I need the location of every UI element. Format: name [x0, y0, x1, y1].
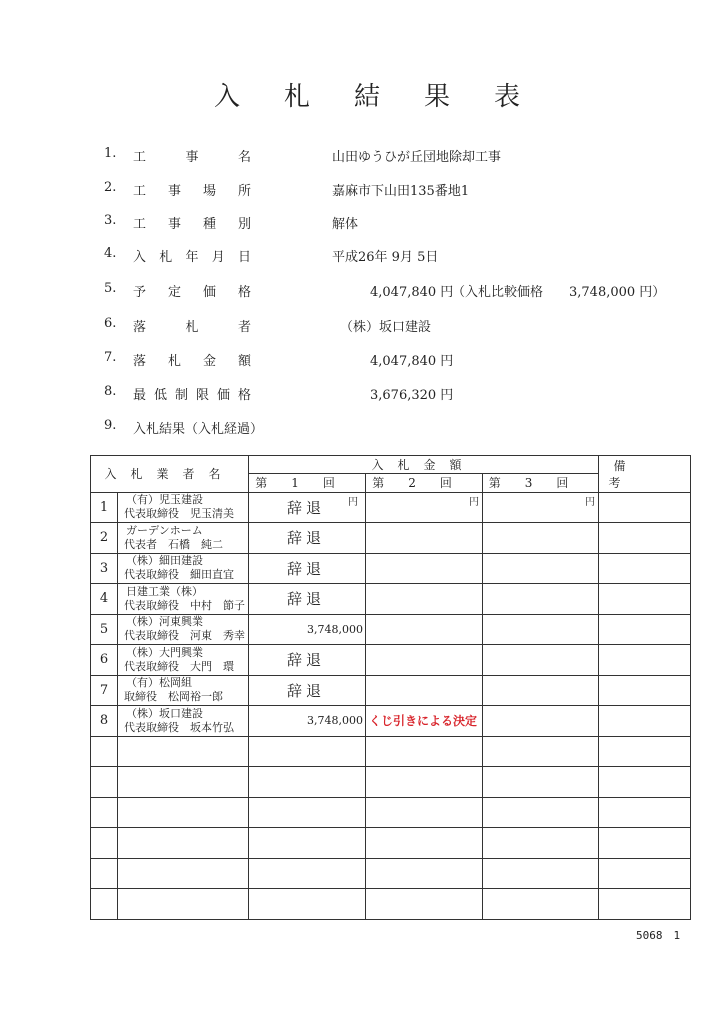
bid-round3 [483, 706, 599, 737]
info-num: 7. [104, 350, 117, 365]
company-name: （株）大門興業 [126, 645, 203, 659]
bid-round2 [366, 584, 483, 615]
table-row [91, 614, 691, 645]
info-label: 入札年月日 [133, 250, 251, 265]
representative: 代表者 石橋 純二 [124, 537, 223, 551]
info-item [0, 146, 720, 168]
row-number: 1 [91, 492, 118, 523]
bid-round3 [483, 584, 599, 615]
bid-round1 [249, 492, 366, 523]
table-row [91, 553, 691, 584]
bid-round3 [483, 645, 599, 676]
bid-value: 辞退 [287, 590, 326, 609]
remarks-cell [599, 675, 691, 706]
bid-round3 [483, 523, 599, 554]
info-num: 9. [104, 418, 117, 433]
info-item [0, 180, 720, 202]
yen-unit: 円 [348, 496, 363, 508]
company-name: 日建工業（株） [126, 584, 203, 598]
bid-value: 辞退 [287, 651, 326, 670]
bidder-name [118, 645, 249, 676]
info-num: 3. [104, 213, 117, 228]
info-num: 1. [104, 146, 117, 161]
representative: 代表取締役 大門 環 [124, 659, 234, 673]
info-item [0, 281, 720, 303]
company-name: ガーデンホーム [126, 523, 203, 537]
company-name: （株）細田建設 [126, 554, 203, 568]
bid-round2 [366, 675, 483, 706]
bidder-name [118, 584, 249, 615]
yen-unit: 円 [469, 496, 480, 508]
header-round2: 第2回 [366, 474, 483, 492]
page-footer: 5068 1 [636, 929, 681, 942]
remarks-cell [599, 645, 691, 676]
table-row-empty [91, 889, 691, 920]
info-value: 解体 [332, 217, 359, 232]
info-label: 工事種別 [133, 217, 251, 232]
info-label: 工事場所 [133, 184, 251, 199]
info-label: 落札金額 [133, 354, 251, 369]
bid-round3 [483, 675, 599, 706]
table-row-empty [91, 828, 691, 859]
bid-value: 辞退 [287, 529, 326, 548]
info-item [0, 246, 720, 268]
remarks-cell [599, 706, 691, 737]
info-num: 4. [104, 246, 117, 261]
info-item [0, 316, 720, 338]
remarks-cell [599, 614, 691, 645]
info-value: 3,676,320 円 [370, 388, 454, 403]
company-name: （株）河東興業 [126, 615, 203, 629]
bid-results-table [90, 455, 691, 920]
info-value: 平成26年 9月 5日 [332, 250, 439, 265]
row-number: 8 [91, 706, 118, 737]
representative: 代表取締役 坂本竹弘 [124, 720, 234, 734]
row-number: 6 [91, 645, 118, 676]
lottery-note: くじ引きによる決定 [369, 714, 478, 729]
header-amount: 入札金額 [249, 456, 599, 474]
bid-round1 [249, 523, 366, 554]
row-number: 7 [91, 675, 118, 706]
representative: 代表取締役 中村 節子 [124, 598, 245, 612]
bid-round2 [366, 523, 483, 554]
info-label: 落札者 [133, 320, 251, 335]
page-title: 入札結果表 [213, 82, 564, 112]
table-row-empty [91, 858, 691, 889]
info-num: 2. [104, 180, 117, 195]
info-item [0, 350, 720, 372]
bid-round1 [249, 706, 366, 737]
remarks-cell [599, 492, 691, 523]
bid-round3 [483, 614, 599, 645]
representative: 代表取締役 細田直宜 [124, 568, 234, 582]
representative: 代表取締役 児玉清美 [124, 507, 234, 521]
yen-unit: 円 [585, 496, 596, 508]
company-name: （株）坂口建設 [126, 706, 203, 720]
info-extra: （入札比較価格 3,748,000 円） [452, 285, 666, 300]
bidder-name [118, 553, 249, 584]
info-value: 4,047,840 円 [370, 285, 454, 300]
info-num: 8. [104, 384, 117, 399]
bid-round2 [366, 492, 483, 523]
row-number: 5 [91, 614, 118, 645]
table-row [91, 645, 691, 676]
info-label: 予定価格 [133, 285, 251, 300]
row-number: 2 [91, 523, 118, 554]
header-remarks: 備考 [599, 456, 691, 493]
bidder-name [118, 675, 249, 706]
info-label: 最低制限価格 [133, 388, 251, 403]
bid-round2 [366, 645, 483, 676]
info-num: 5. [104, 281, 117, 296]
bid-value: 辞退 [287, 681, 326, 700]
info-label: 工事名 [133, 150, 251, 165]
bidder-name [118, 492, 249, 523]
bid-value: 3,748,000 [307, 714, 364, 728]
bid-round2 [366, 706, 483, 737]
info-num: 6. [104, 316, 117, 331]
row-number: 4 [91, 584, 118, 615]
bid-value: 辞退 [287, 498, 326, 517]
company-name: （有）松岡組 [126, 676, 192, 690]
bidder-name [118, 614, 249, 645]
bid-round2 [366, 614, 483, 645]
table-row [91, 706, 691, 737]
header-round3: 第3回 [483, 474, 599, 492]
row-number: 3 [91, 553, 118, 584]
remarks-cell [599, 523, 691, 554]
bid-round1 [249, 614, 366, 645]
table-row [91, 675, 691, 706]
bid-value: 辞退 [287, 559, 326, 578]
bidder-name [118, 523, 249, 554]
remarks-cell [599, 584, 691, 615]
bid-round3 [483, 492, 599, 523]
company-name: （有）児玉建設 [126, 493, 203, 507]
bid-value: 3,748,000 [307, 622, 364, 636]
header-bidder: 入札業者名 [91, 456, 249, 493]
table-row-empty [91, 797, 691, 828]
representative: 取締役 松岡裕一郎 [124, 690, 223, 704]
bid-round1 [249, 553, 366, 584]
info-value: （株）坂口建設 [340, 320, 432, 335]
info-value: 山田ゆうひが丘団地除却工事 [332, 150, 502, 165]
bidder-name [118, 706, 249, 737]
representative: 代表取締役 河東 秀幸 [124, 629, 245, 643]
bid-round2 [366, 553, 483, 584]
info-item [0, 213, 720, 235]
info-label: 入札結果（入札経過） [133, 422, 264, 437]
info-value: 4,047,840 円 [370, 354, 454, 369]
info-item [0, 418, 720, 440]
table-row [91, 523, 691, 554]
table-row [91, 584, 691, 615]
table-row [91, 492, 691, 523]
remarks-cell [599, 553, 691, 584]
bid-round1 [249, 645, 366, 676]
table-row-empty [91, 767, 691, 798]
bid-round1 [249, 584, 366, 615]
info-value: 嘉麻市下山田135番地1 [332, 184, 470, 199]
table-row-empty [91, 736, 691, 767]
info-item [0, 384, 720, 406]
bid-round1 [249, 675, 366, 706]
header-round1: 第1回 [249, 474, 366, 492]
bid-round3 [483, 553, 599, 584]
